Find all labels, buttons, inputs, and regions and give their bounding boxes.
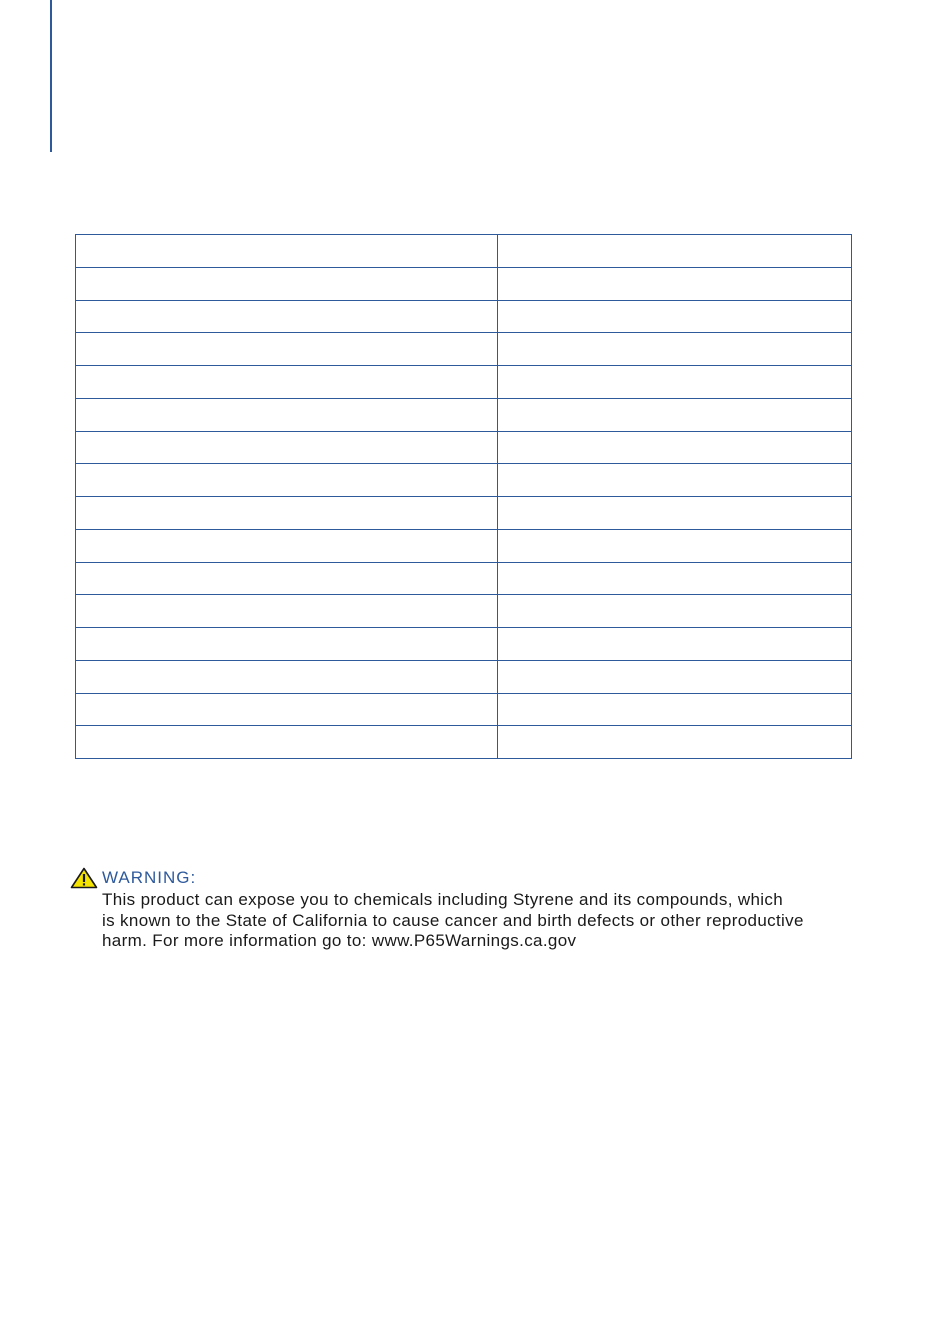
- table-cell-value: [498, 398, 852, 431]
- table-row: [76, 398, 852, 431]
- table-cell-value: [498, 431, 852, 464]
- table-row: [76, 628, 852, 661]
- table-cell-label: [76, 693, 498, 726]
- table-cell-label: [76, 529, 498, 562]
- warning-body: [102, 890, 890, 952]
- table-cell-value: [498, 529, 852, 562]
- table-row: [76, 562, 852, 595]
- table-cell-value: [498, 628, 852, 661]
- warning-title: WARNING:: [102, 868, 197, 887]
- table-cell-label: [76, 235, 498, 268]
- table-cell-label: [76, 726, 498, 759]
- table-cell-label: [76, 366, 498, 399]
- table-row: [76, 431, 852, 464]
- table-row: [76, 366, 852, 399]
- warning-triangle-icon: [70, 867, 98, 889]
- table-row: [76, 497, 852, 530]
- spec-table-body: [76, 235, 852, 759]
- table-cell-value: [498, 693, 852, 726]
- table-cell-value: [498, 726, 852, 759]
- table-row: [76, 726, 852, 759]
- warning-line: is known to the State of California to cause cancer and birth defects or other reproductive: [102, 910, 804, 930]
- table-cell-value: [498, 333, 852, 366]
- table-cell-label: [76, 300, 498, 333]
- table-cell-label: [76, 660, 498, 693]
- table-cell-value: [498, 300, 852, 333]
- table-row: [76, 464, 852, 497]
- table-cell-label: [76, 562, 498, 595]
- table-cell-label: [76, 497, 498, 530]
- table-row: [76, 235, 852, 268]
- table-cell-value: [498, 464, 852, 497]
- table-row: [76, 300, 852, 333]
- table-row: [76, 595, 852, 628]
- table-cell-label: [76, 464, 498, 497]
- table-cell-value: [498, 497, 852, 530]
- table-cell-value: [498, 595, 852, 628]
- table-cell-value: [498, 235, 852, 268]
- warning-header: [70, 866, 890, 890]
- table-row: [76, 660, 852, 693]
- table-cell-label: [76, 267, 498, 300]
- table-cell-label: [76, 333, 498, 366]
- table-cell-label: [76, 398, 498, 431]
- warning-line: This product can expose you to chemicals including Styrene and its compounds, which: [102, 890, 784, 909]
- table-cell-value: [498, 366, 852, 399]
- page-edge-rule: [50, 0, 52, 152]
- table-row: [76, 529, 852, 562]
- table-cell-value: [498, 562, 852, 595]
- table-row: [76, 693, 852, 726]
- table-cell-label: [76, 595, 498, 628]
- table-cell-value: [498, 660, 852, 693]
- table-cell-value: [498, 267, 852, 300]
- table-cell-label: [76, 431, 498, 464]
- table-cell-label: [76, 628, 498, 661]
- prop65-warning: [70, 866, 890, 952]
- warning-line: harm. For more information go to: www.P65Warnings.ca.gov: [102, 931, 577, 950]
- table-row: [76, 333, 852, 366]
- spec-table: [75, 234, 852, 759]
- table-row: [76, 267, 852, 300]
